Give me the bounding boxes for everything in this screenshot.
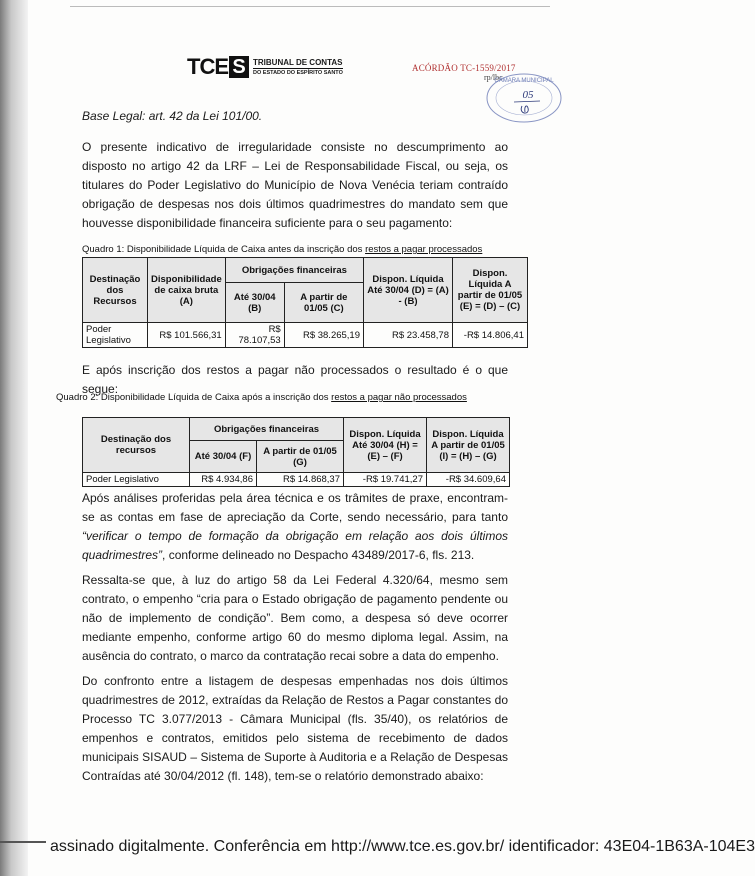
quadro2-caption: [56, 392, 508, 404]
q1-cell-b: R$ 78.107,53: [225, 323, 284, 348]
paragraph-analysis: [82, 489, 508, 565]
top-rule: [70, 6, 550, 7]
q2-cell-destinacao: Poder Legislativo: [83, 473, 190, 487]
quadro1-caption: [82, 244, 482, 255]
q2-header-destinacao: Destinação dos recursos: [83, 418, 190, 473]
q2-cell-f: R$ 4.934,86: [190, 473, 257, 487]
quadro1-caption-underlined: restos a pagar processados: [365, 244, 483, 255]
q2-header-dl-apartir: Dispon. Líquida A partir de 01/05 (I) = (H) – (G): [427, 418, 510, 473]
q1-cell-a: R$ 101.566,31: [148, 323, 226, 348]
table-row: [83, 323, 528, 348]
analysis-text-b: , conforme delineado no Despacho 43489/2017-6, fls. 213.: [162, 548, 475, 562]
q1-header-disponibilidade: Disponibilidade de caixa bruta (A): [148, 258, 226, 323]
stamp-text: CÂMARA MUNICIPAL: [494, 78, 554, 84]
tces-logo: [187, 56, 343, 78]
logo-line2: DO ESTADO DO ESPÍRITO SANTO: [253, 69, 343, 76]
q2-cell-i: -R$ 34.609,64: [427, 473, 510, 487]
quadro2-table: [82, 417, 510, 487]
paragraph-article-58: Ressalta-se que, à luz do artigo 58 da Lei Federal 4.320/64, mesmo sem contrato, o empenho “cria para o Estado obrigação de pagamento pendente ou não de implemento de condição”. Bem como, a despesa só deve ocorrer mediante empenho, conforme artigo 60 do mesmo diploma legal. Assim, na ausência do contrato, o marco da contratação recai sobre a data do empenho.: [82, 573, 508, 663]
q2-header-obrigacoes: Obrigações financeiras: [190, 418, 344, 441]
q2-header-dl-ate: Dispon. Líquida Até 30/04 (H) = (E) – (F): [344, 418, 427, 473]
analysis-text-a: Após análises proferidas pela área técnica e os trâmites de praxe, encontram-se as contas em fase de apreciação da Corte, sendo necessário, para tanto: [82, 491, 508, 524]
q2-header-apartir: A partir de 01/05 (G): [257, 441, 344, 473]
scan-shadow: [0, 0, 28, 876]
q2-cell-h: -R$ 19.741,27: [344, 473, 427, 487]
quadro1-caption-text: Quadro 1: Disponibilidade Líquida de Caixa antes da inscrição dos: [82, 244, 366, 255]
q1-header-ate: Até 30/04 (B): [225, 283, 284, 323]
acordao-initials: rp/lbc: [484, 73, 503, 82]
stamp-number: 05: [522, 89, 534, 101]
q2-header-ate: Até 30/04 (F): [190, 441, 257, 473]
paragraph-intro: O presente indicativo de irregularidade consiste no descumprimento ao disposto no artigo 42 da LRF – Lei de Responsabilidade Fiscal, ou seja, os titulares do Poder Legislativo do Município de Nova Venécia teriam contraído obrigação de despesas nos dois últimos quadrimestres do mandato sem que houvesse disponibilidade financeira suficiente para o seu pagamento:: [82, 140, 508, 230]
chamber-stamp: [484, 68, 564, 124]
q1-header-dl-ate: Dispon. Líquida Até 30/04 (D) = (A) - (B): [364, 258, 453, 323]
analysis-quote: “verificar o tempo de formação da obrigação em relação aos dois últimos quadrimestres”: [82, 529, 508, 562]
q1-header-dl-apartir: Dispon. Líquida A partir de 01/05 (E) = (D) – (C): [453, 258, 528, 323]
base-legal: Base Legal: art. 42 da Lei 101/00.: [82, 109, 263, 123]
logo-s: S: [229, 56, 249, 78]
logo-tce: TCE: [187, 54, 228, 79]
q1-header-apartir: A partir de 01/05 (C): [284, 283, 363, 323]
q1-header-obrigacoes: Obrigações financeiras: [225, 258, 363, 283]
q1-cell-d: R$ 23.458,78: [364, 323, 453, 348]
q1-cell-e: -R$ 14.806,41: [453, 323, 528, 348]
quadro1-table: [82, 257, 528, 348]
quadro2-caption-text: Quadro 2: Disponibilidade Líquida de Caixa após a inscrição dos: [56, 392, 332, 403]
q1-cell-c: R$ 38.265,19: [284, 323, 363, 348]
table-row: [83, 473, 510, 487]
paragraph-after-quadro1: E após inscrição dos restos a pagar não processados o resultado é o que segue:: [82, 363, 508, 396]
digital-signature-footer: assinado digitalmente. Conferência em http://www.tce.es.gov.br/ identificador: 43E04-1B63A-104E3: [50, 838, 755, 855]
logo-text: [253, 58, 343, 77]
acordao-reference: ACÓRDÃO TC-1559/2017: [412, 63, 516, 73]
q2-cell-g: R$ 14.868,37: [257, 473, 344, 487]
paragraph-confronto: Do confronto entre a listagem de despesas empenhadas nos dois últimos quadrimestres de 2012, extraídas da Relação de Restos a Pagar constantes do Processo TC 3.077/2013 - Câmara Municipal (fls. 35/40), os relatórios de empenhos e contratos, emitidos pelo sistema de recebimento de dados municipais SISAUD – Sistema de Suporte à Auditoria e a Relação de Despesas Contraídas até 30/04/2012 (fl. 148), tem-se o relatório demonstrado abaixo:: [82, 674, 508, 783]
footer-bar: [0, 841, 46, 843]
logo-line1: TRIBUNAL DE CONTAS: [253, 57, 343, 67]
q1-header-destinacao: Destinação dos Recursos: [83, 258, 148, 323]
q1-cell-destinacao: Poder Legislativo: [83, 323, 148, 348]
quadro2-caption-underlined: restos a pagar não processados: [331, 392, 467, 403]
